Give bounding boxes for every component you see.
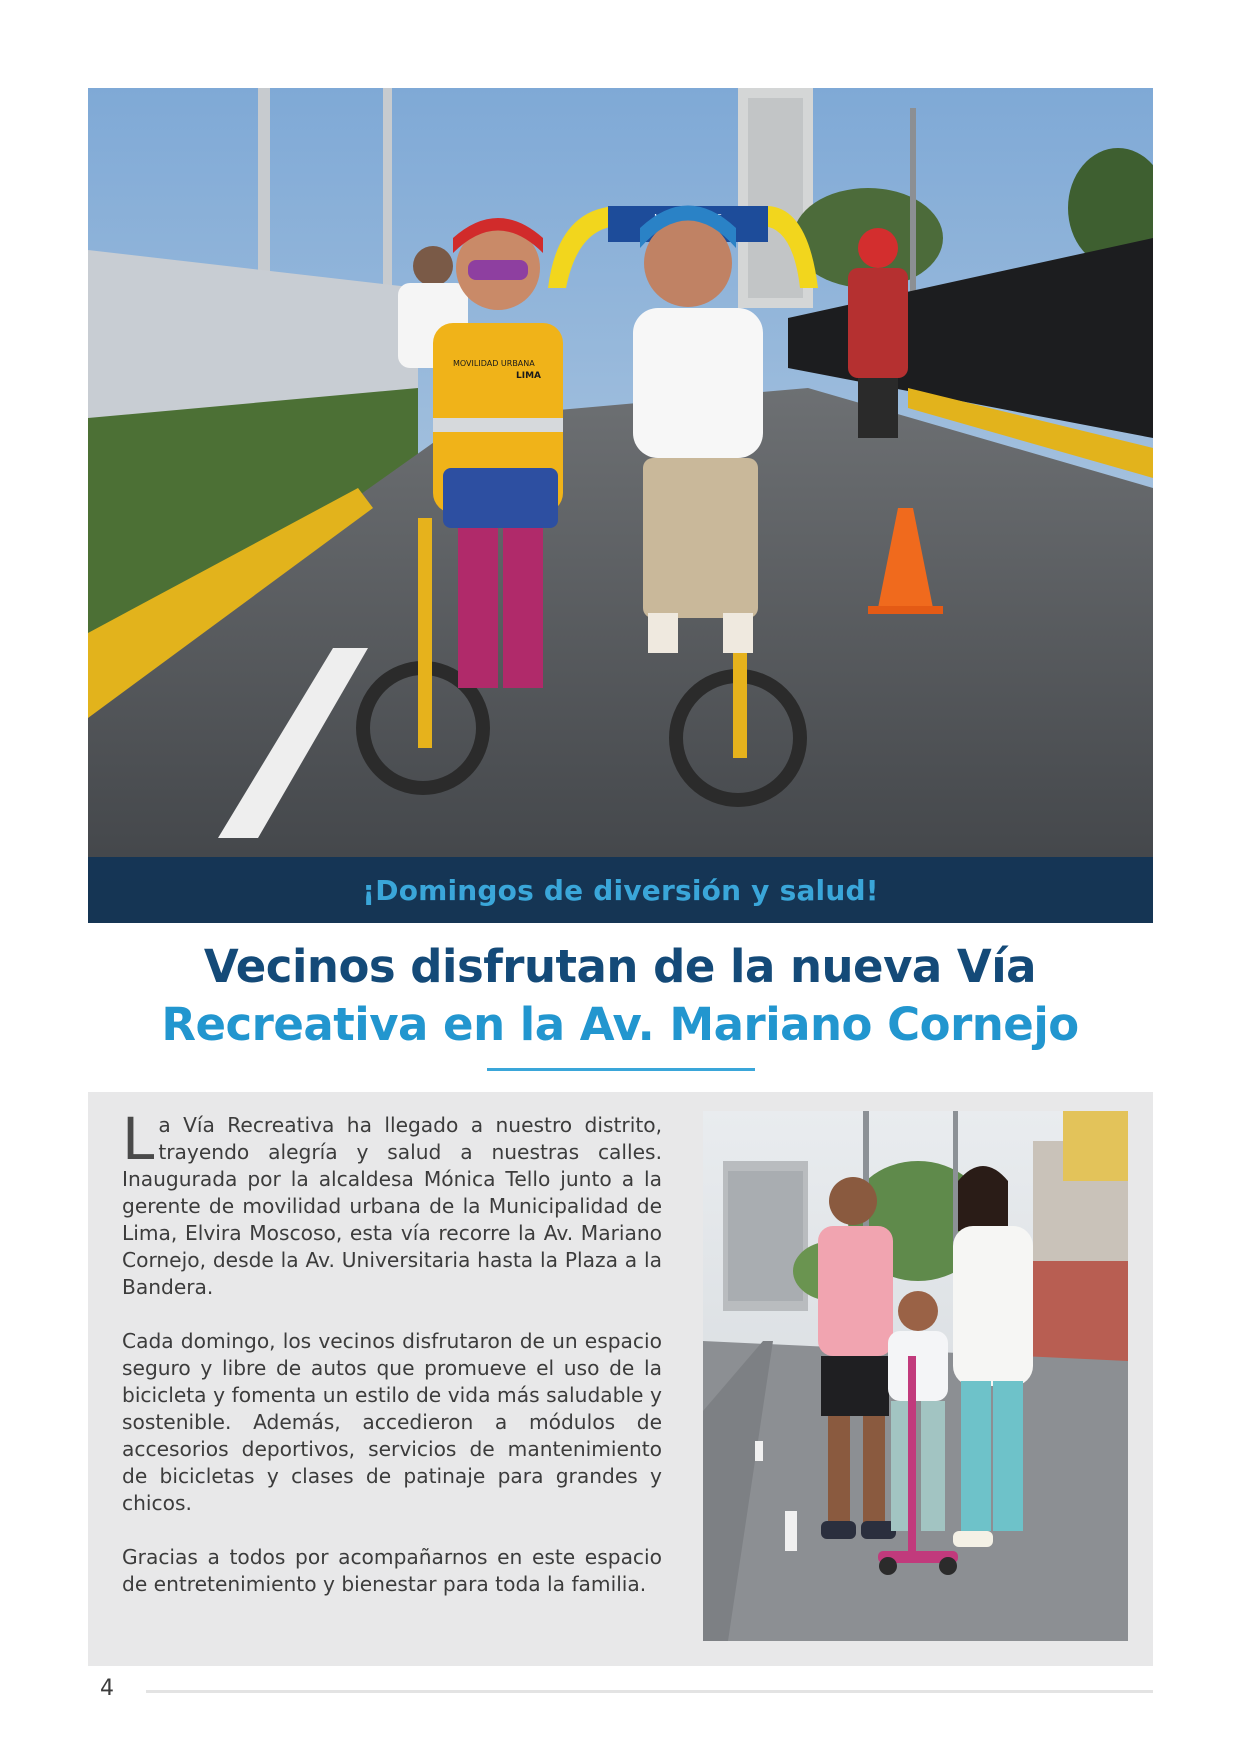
article-paragraph-1-text: a Vía Recreativa ha llegado a nuestro distrito, trayendo alegría y salud a nuestras calles. Inaugurada por la alcaldesa Mónica Tello junto a la gerente de movilidad urbana de la Municipalidad de Lima, Elvira Moscoso, esta vía recorre la Av. Mariano Cornejo, desde la Av. Universitaria hasta la Plaza a la Bandera. xyxy=(122,1113,662,1299)
page-number: 4 xyxy=(100,1676,114,1701)
headline-divider xyxy=(487,1068,755,1071)
article-headline xyxy=(60,938,1180,1054)
family-photo xyxy=(703,1111,1128,1641)
hero-caption-bar xyxy=(88,857,1153,923)
article-paragraph-1 xyxy=(122,1105,662,1301)
family-photo-illustration xyxy=(703,1111,1128,1641)
dropcap: L xyxy=(122,1105,155,1173)
headline-line-2: Recreativa en la Av. Mariano Cornejo xyxy=(161,998,1079,1051)
footer-divider xyxy=(146,1690,1153,1693)
headline-line-1: Vecinos disfrutan de la nueva Vía xyxy=(203,940,1037,993)
vest-text-right: LIMA xyxy=(516,371,542,381)
hero-caption: ¡Domingos de diversión y salud! xyxy=(362,873,879,907)
article-paragraph-2: Cada domingo, los vecinos disfrutaron de un espacio seguro y libre de autos que promueve el uso de la bicicleta y fomenta un estilo de vida más saludable y sostenible. Además, accedieron a módulos de accesorios deportivos, servicios de mantenimiento de bicicletas y clases de patinaje para grandes y chicos. xyxy=(122,1329,662,1515)
cyclists-photo-illustration xyxy=(88,88,1153,923)
hero-photo xyxy=(88,88,1153,923)
article-body xyxy=(122,1105,662,1625)
article-paragraph-3: Gracias a todos por acompañarnos en este espacio de entretenimiento y bienestar para toda la familia. xyxy=(122,1545,662,1596)
vest-text-left: MOVILIDAD URBANA xyxy=(453,359,535,368)
